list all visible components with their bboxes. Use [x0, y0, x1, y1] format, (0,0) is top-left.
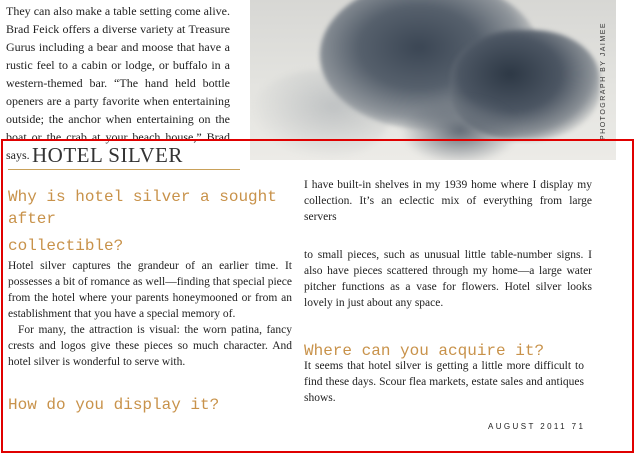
- section-title: HOTEL SILVER: [32, 143, 183, 167]
- question-heading-1-line-3: collectible?: [8, 237, 124, 255]
- right-paragraph-1: I have built-in shelves in my 1939 home where I display my collection. It’s an eclectic mix of everything from large servers: [304, 179, 592, 223]
- right-paragraph-3: It seems that hotel silver is getting a little more difficult to find these days. Scour flea markets, estate sales and antiques shows.: [304, 360, 584, 404]
- photo-object-bottom: [400, 95, 520, 160]
- page-folio: AUGUST 2011 71: [488, 422, 586, 431]
- title-underline: [8, 169, 240, 170]
- left-paragraph-1: Hotel silver captures the grandeur of an earlier time. It possesses a bit of romance as well—finding that special piece from the hotel where your parents honeymooned or from an establishment that you have a special memory of.: [8, 260, 292, 320]
- question-heading-1-line-2: after: [8, 210, 57, 228]
- left-paragraph-2: For many, the attraction is visual: the worn patina, fancy crests and logos give these pieces so much character. And hotel silver is wonderful to serve with.: [8, 324, 292, 368]
- question-heading-1-line-1: Why is hotel silver a sought: [8, 188, 277, 206]
- question-heading-3: Where can you acquire it?: [304, 342, 545, 360]
- left-column-body: [8, 258, 292, 370]
- continued-article-text: They can also make a table setting come alive. Brad Feick offers a diverse variety at Treasure Gurus including a bear and moose that have a rustic feel to a cabin or lodge, or buffalo in a western-themed bar. “The hand held bottle openers are a party favorite when entertaining outside; the anchor when entertaining on the boat or the crab at your beach house,” Brad says.: [6, 4, 230, 162]
- star-photograph: [250, 0, 616, 160]
- right-paragraph-2: to small pieces, such as unusual little table-number signs. I also have pieces scattered through my home—a large water pitcher functions as a vase for flowers. Hotel silver looks lovely in just about any space.: [304, 249, 592, 309]
- question-heading-2: How do you display it?: [8, 396, 220, 414]
- photo-credit: PHOTOGRAPH BY JAIMEE: [600, 21, 607, 140]
